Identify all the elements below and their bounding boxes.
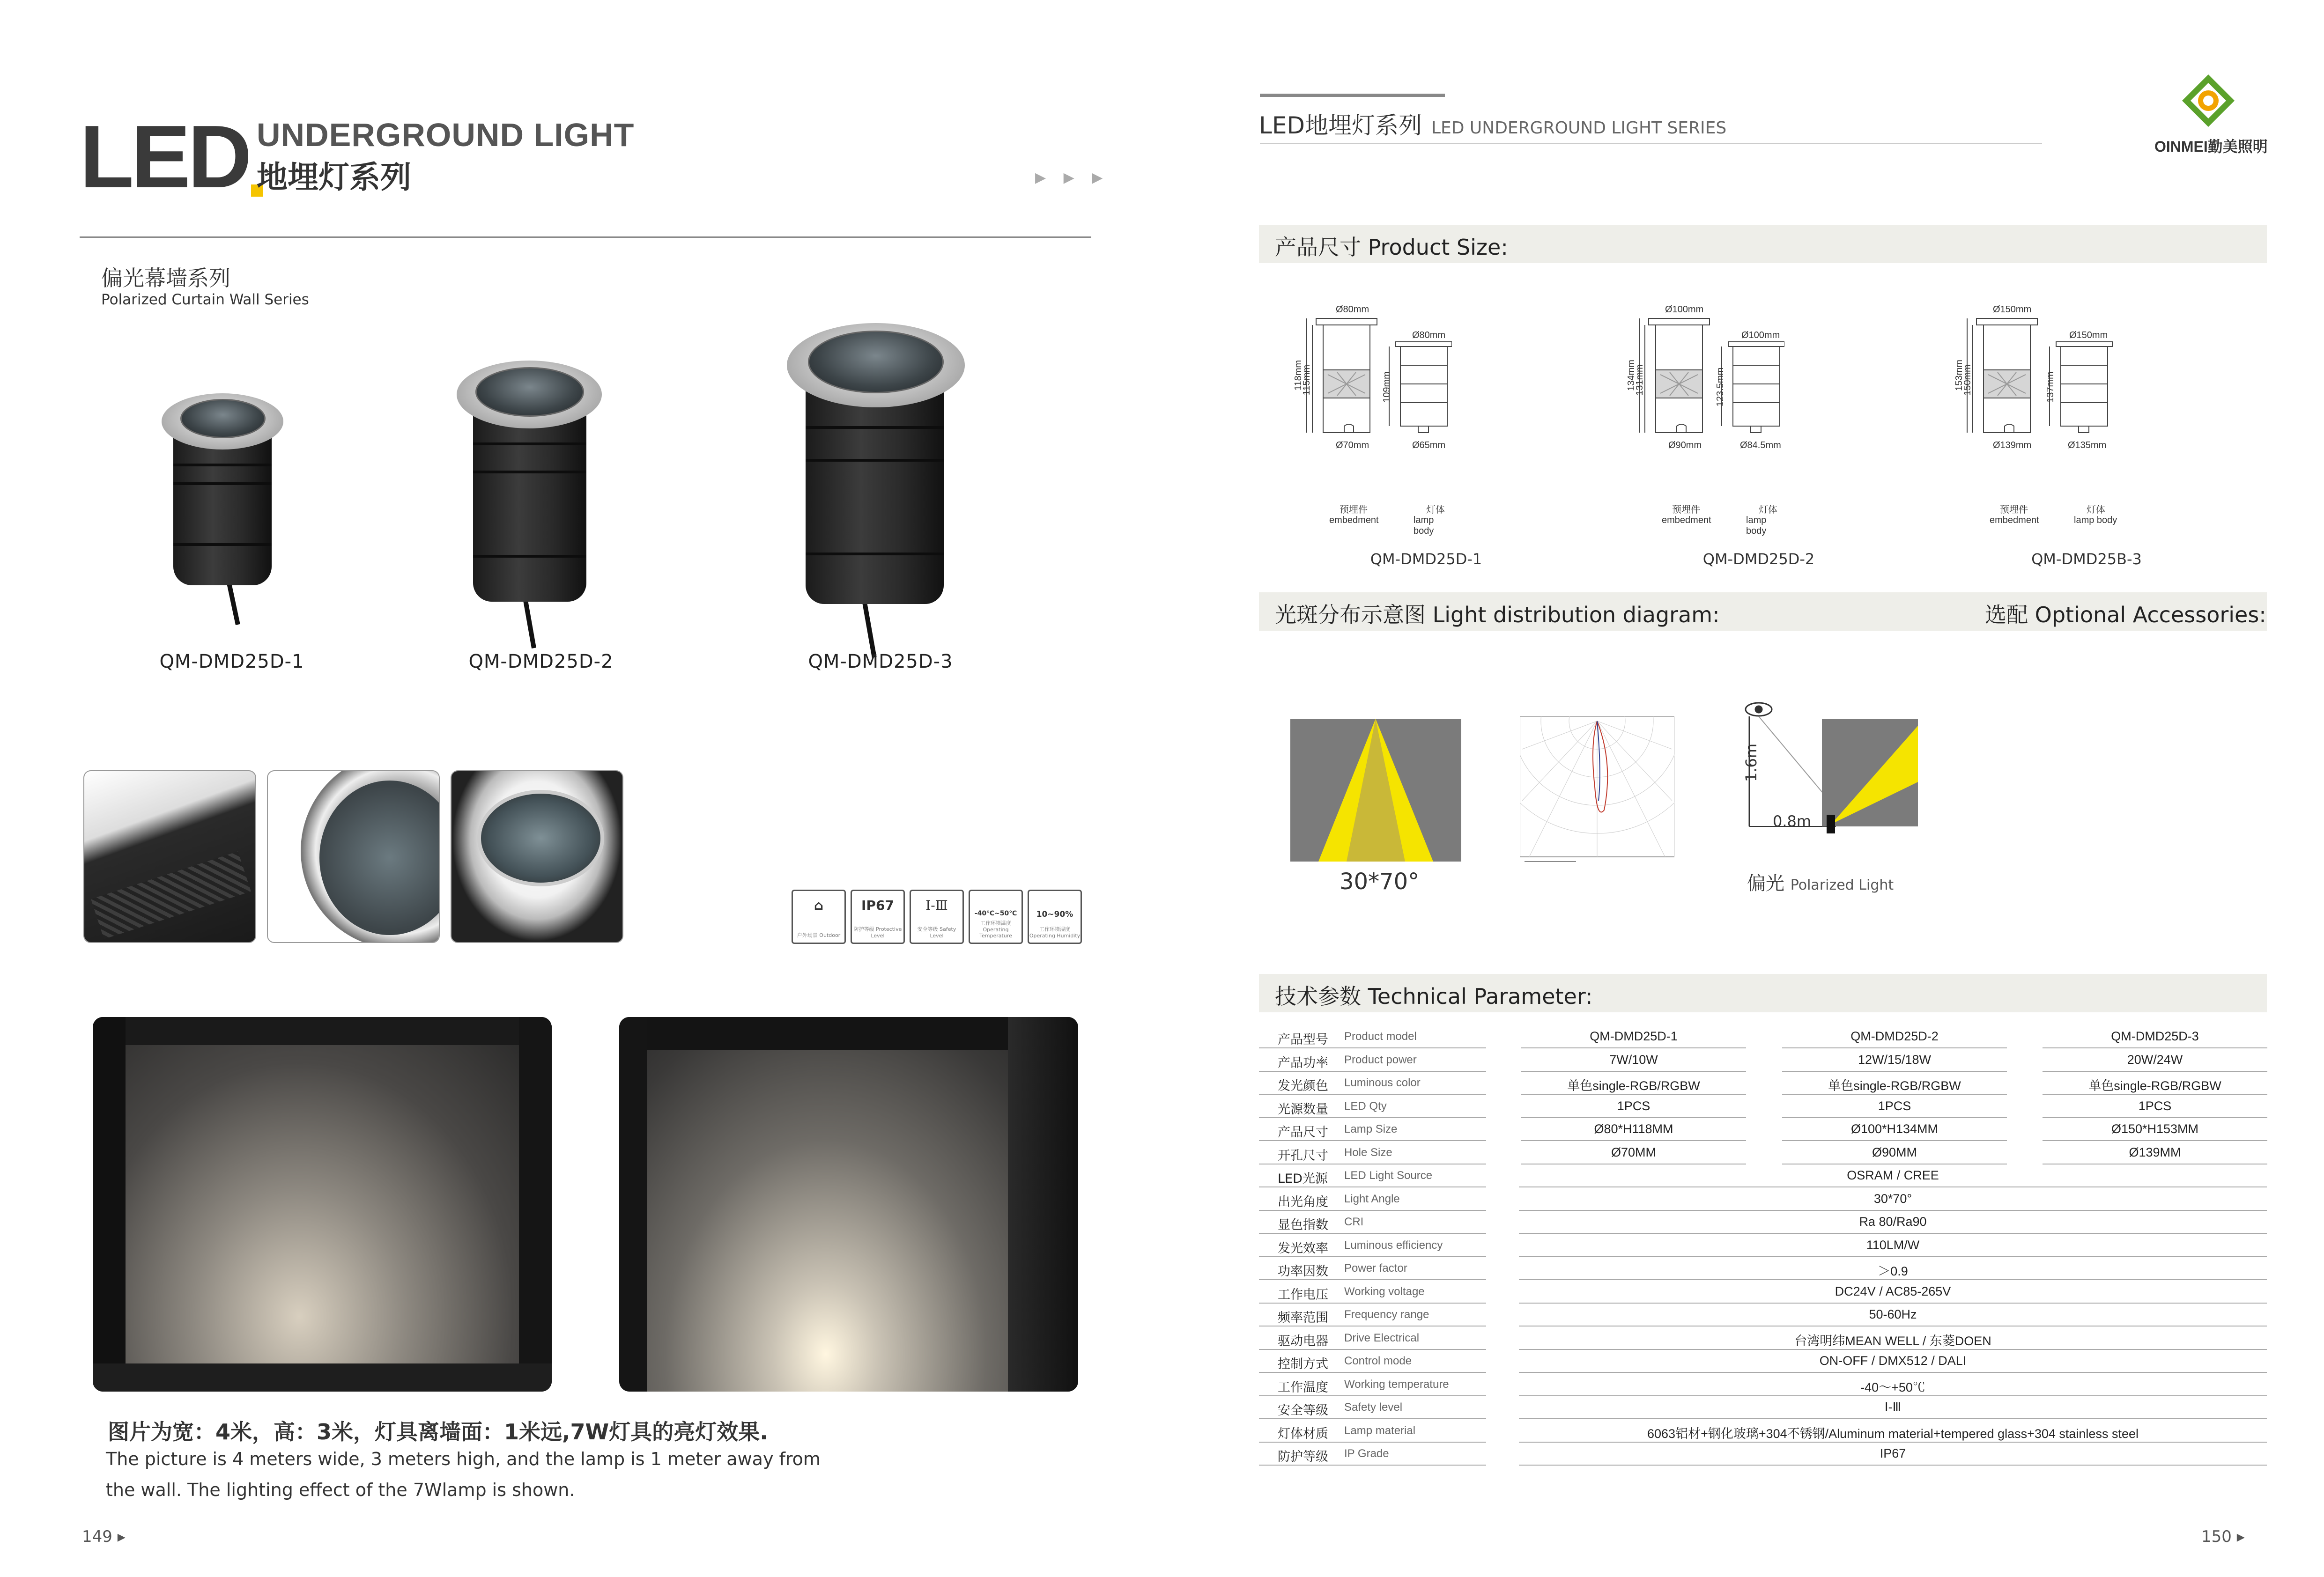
feature-icons <box>792 890 1087 944</box>
spec-label-en: Drive Electrical <box>1344 1331 1420 1344</box>
series-title-cn: 偏光幕墙系列 <box>101 265 230 291</box>
spec-label-en: Luminous efficiency <box>1344 1238 1443 1252</box>
spec-row <box>1259 1025 2267 1048</box>
spec-label-en: Luminous color <box>1344 1076 1421 1089</box>
spec-value: QM-DMD25D-3 <box>2111 1029 2199 1043</box>
ip67-icon: IP67 防护等级 Protective Level <box>851 890 905 944</box>
detail-photo-body <box>83 770 256 943</box>
spec-label-en: Working voltage <box>1344 1285 1425 1298</box>
spec-label-cn: 开孔尺寸 <box>1278 1148 1328 1163</box>
spec-row <box>1259 1118 2267 1141</box>
spec-label-cn: 产品尺寸 <box>1278 1125 1328 1140</box>
spec-label-cn: 工作电压 <box>1278 1287 1328 1302</box>
spec-row <box>1259 1281 2267 1304</box>
spec-row <box>1259 1095 2267 1118</box>
spec-label-en: Lamp Size <box>1344 1123 1398 1135</box>
title-accent-rule <box>1260 94 1445 97</box>
led-logo: LED <box>80 117 263 197</box>
spec-value: Ⅰ-Ⅲ <box>1884 1400 1902 1414</box>
spec-label-cn: 控制方式 <box>1278 1357 1328 1371</box>
spec-label-cn: 显色指数 <box>1278 1218 1328 1232</box>
header-rule <box>80 236 1091 238</box>
spec-value: ＞0.9 <box>1878 1264 1908 1278</box>
spec-label-en: Control mode <box>1344 1355 1412 1367</box>
spec-row <box>1259 1049 2267 1072</box>
spec-value: DC24V / AC85-265V <box>1835 1284 1951 1298</box>
right-title: LED地埋灯系列 LED UNDERGROUND LIGHT SERIES <box>1259 112 1727 139</box>
spec-label-en: LED Qty <box>1344 1099 1387 1113</box>
series-title-en: Polarized Curtain Wall Series <box>101 291 309 308</box>
effect-photo-1 <box>93 1017 552 1392</box>
spec-label-en: Working temperature <box>1344 1378 1449 1391</box>
temperature-icon: -40℃~50℃ 工作环境温度 Operating Temperature <box>969 890 1023 944</box>
spec-row <box>1259 1188 2267 1211</box>
spec-value: 单色single-RGB/RGBW <box>1567 1079 1700 1093</box>
product-size-label: 产品尺寸 Product Size: <box>1275 235 1508 260</box>
product-model-2: QM-DMD25D-2 <box>468 651 614 672</box>
safety-level-icon: Ⅰ-Ⅲ 安全等级 Safety Level <box>910 890 964 944</box>
spec-row <box>1259 1350 2267 1373</box>
spec-value: 1PCS <box>1878 1098 1911 1113</box>
effect-photo-2 <box>619 1017 1078 1392</box>
spec-value: Ø90MM <box>1872 1145 1917 1159</box>
spec-label-cn: 驱动电器 <box>1278 1334 1328 1349</box>
spec-value: QM-DMD25D-1 <box>1590 1029 1678 1043</box>
spec-label-cn: 安全等级 <box>1278 1403 1328 1418</box>
spec-label-en: Hole Size <box>1344 1146 1392 1159</box>
spec-value: Ø70MM <box>1611 1145 1657 1159</box>
spec-row <box>1259 1327 2267 1350</box>
distance-label: 0.8m <box>1773 812 1812 830</box>
photo-caption-en-2: the wall. The lighting effect of the 7Wlamp is shown. <box>106 1480 575 1500</box>
spec-value: 1PCS <box>1617 1098 1650 1113</box>
spec-row <box>1259 1373 2267 1396</box>
polarized-light-diagram <box>1742 698 1930 838</box>
spec-value: 30*70° <box>1873 1191 1912 1206</box>
spec-value: OSRAM / CREE <box>1847 1168 1939 1182</box>
header-en: UNDERGROUND LIGHT <box>257 117 635 153</box>
product-model-3: QM-DMD25D-3 <box>808 651 953 672</box>
spec-label-cn: 出光角度 <box>1278 1194 1328 1209</box>
row-divider <box>1519 1465 2267 1466</box>
spec-value: QM-DMD25D-2 <box>1850 1029 1939 1043</box>
spec-label-cn: 发光效率 <box>1278 1241 1328 1256</box>
accessories-label: 选配 Optional Accessories: <box>1985 602 2266 627</box>
spec-label-en: IP Grade <box>1344 1447 1389 1460</box>
spec-label-en: CRI <box>1344 1216 1364 1228</box>
beam-angle-label: 30*70° <box>1340 869 1420 895</box>
photo-caption-cn: 图片为宽：4米，高：3米，灯具离墙面：1米远,7W灯具的亮灯效果. <box>108 1419 768 1444</box>
polar-distribution-diagram <box>1520 716 1674 866</box>
spec-label-cn: LED光源 <box>1278 1172 1328 1186</box>
spec-label-en: Power factor <box>1344 1262 1407 1275</box>
spec-value: 20W/24W <box>2127 1052 2183 1067</box>
spec-value: Ø139MM <box>2129 1145 2181 1159</box>
product-model-1: QM-DMD25D-1 <box>159 651 304 672</box>
spec-value: 单色single-RGB/RGBW <box>2088 1079 2221 1093</box>
product-photo-3 <box>787 323 965 660</box>
size-drawing-2: Ø100mm Ø90mm 134mm 131mm Ø100mm Ø84.5mm 123.5mm 预埋件 embedment 灯体 lamp body <box>1616 300 1784 487</box>
spec-value: 台湾明纬MEAN WELL / 东菱DOEN <box>1794 1334 1991 1348</box>
outdoor-icon: ⌂ 户外场景 Outdoor <box>792 890 846 944</box>
size-drawing-1: Ø80mm Ø70mm 118mm 115mm Ø80mm Ø65mm 109mm 预埋件 embedment 灯体 lamp body <box>1283 300 1452 487</box>
spec-value: -40～+50℃ <box>1860 1380 1925 1394</box>
title-rule <box>1260 143 2042 144</box>
drawing-model-3: QM-DMD25B-3 <box>2031 550 2142 568</box>
spec-label-cn: 工作温度 <box>1278 1380 1328 1395</box>
detail-photo-rim <box>267 770 440 943</box>
spec-row <box>1259 1443 2267 1466</box>
spec-value: 7W/10W <box>1609 1052 1658 1067</box>
page-number-left: 149 ▸ <box>82 1527 126 1546</box>
height-label: 1.6m <box>1742 743 1761 782</box>
light-distribution-label: 光斑分布示意图 Light distribution diagram: <box>1275 602 1720 627</box>
spec-row <box>1259 1257 2267 1280</box>
drawing-model-1: QM-DMD25D-1 <box>1370 550 1482 568</box>
spec-row <box>1259 1420 2267 1443</box>
spec-row <box>1259 1304 2267 1326</box>
spec-value: IP67 <box>1880 1446 1906 1460</box>
spec-value: Ø150*H153MM <box>2111 1122 2199 1136</box>
spec-value: 50-60Hz <box>1869 1307 1917 1321</box>
spec-label-en: Light Angle <box>1344 1192 1400 1205</box>
spec-value: Ø80*H118MM <box>1594 1122 1673 1136</box>
spec-row <box>1259 1072 2267 1095</box>
spec-value: ON-OFF / DMX512 / DALI <box>1819 1354 1967 1368</box>
spec-label-en: Product model <box>1344 1030 1417 1043</box>
spec-value: 12W/15/18W <box>1858 1052 1932 1067</box>
drawing-model-2: QM-DMD25D-2 <box>1702 550 1815 568</box>
spec-label-cn: 频率范围 <box>1278 1311 1328 1325</box>
photo-caption-en-1: The picture is 4 meters wide, 3 meters high, and the lamp is 1 meter away from <box>106 1449 821 1469</box>
row-divider <box>1259 1465 1486 1466</box>
spec-value: Ø100*H134MM <box>1850 1122 1939 1136</box>
spec-label-en: Safety level <box>1344 1401 1403 1414</box>
product-photo-1 <box>162 393 283 627</box>
spec-row <box>1259 1234 2267 1257</box>
spec-row <box>1259 1142 2267 1164</box>
spec-value: 1PCS <box>2138 1098 2172 1113</box>
spec-label-cn: 灯体材质 <box>1278 1426 1328 1441</box>
header-cn: 地埋灯系列 <box>257 159 411 195</box>
brand-logo-icon <box>2180 73 2236 129</box>
spec-value: 110LM/W <box>1866 1238 1920 1252</box>
spec-label-en: LED Light Source <box>1344 1169 1433 1182</box>
humidity-icon: 10~90% 工作环境湿度 Operating Humidity <box>1028 890 1082 944</box>
beam-diagram <box>1290 719 1461 862</box>
product-photo-2 <box>457 361 602 651</box>
spec-label-cn: 产品型号 <box>1278 1032 1328 1047</box>
tech-parameter-label: 技术参数 Technical Parameter: <box>1275 984 1593 1009</box>
spec-value: Ra 80/Ra90 <box>1859 1215 1927 1229</box>
spec-value: 6063铝材+钢化玻璃+304不锈钢/Aluminum material+tempered glass+304 stainless steel <box>1647 1426 2139 1441</box>
spec-label-cn: 发光颜色 <box>1278 1079 1328 1093</box>
page-number-right: 150 ▸ <box>2201 1527 2245 1546</box>
spec-row <box>1259 1396 2267 1419</box>
brand-name: OINMEI勤美照明 <box>2154 138 2268 155</box>
spec-row <box>1259 1211 2267 1234</box>
spec-row <box>1259 1164 2267 1187</box>
spec-value: 单色single-RGB/RGBW <box>1828 1079 1961 1093</box>
spec-label-cn: 防护等级 <box>1278 1450 1328 1464</box>
detail-photo-lens <box>451 770 623 943</box>
page-arrows: ▶ ▶ ▶ <box>1035 169 1110 186</box>
polarized-label: 偏光 Polarized Light <box>1747 873 1894 894</box>
spec-label-cn: 功率因数 <box>1278 1264 1328 1279</box>
spec-label-cn: 光源数量 <box>1278 1102 1328 1117</box>
spec-label-en: Product power <box>1344 1053 1417 1066</box>
spec-label-en: Lamp material <box>1344 1424 1416 1437</box>
size-drawing-3: Ø150mm Ø139mm 153mm 150mm Ø150mm Ø135mm 137mm 预埋件 embedment 灯体 lamp body <box>1954 304 2117 525</box>
spec-label-cn: 产品功率 <box>1278 1055 1328 1070</box>
spec-label-en: Frequency range <box>1344 1308 1429 1321</box>
